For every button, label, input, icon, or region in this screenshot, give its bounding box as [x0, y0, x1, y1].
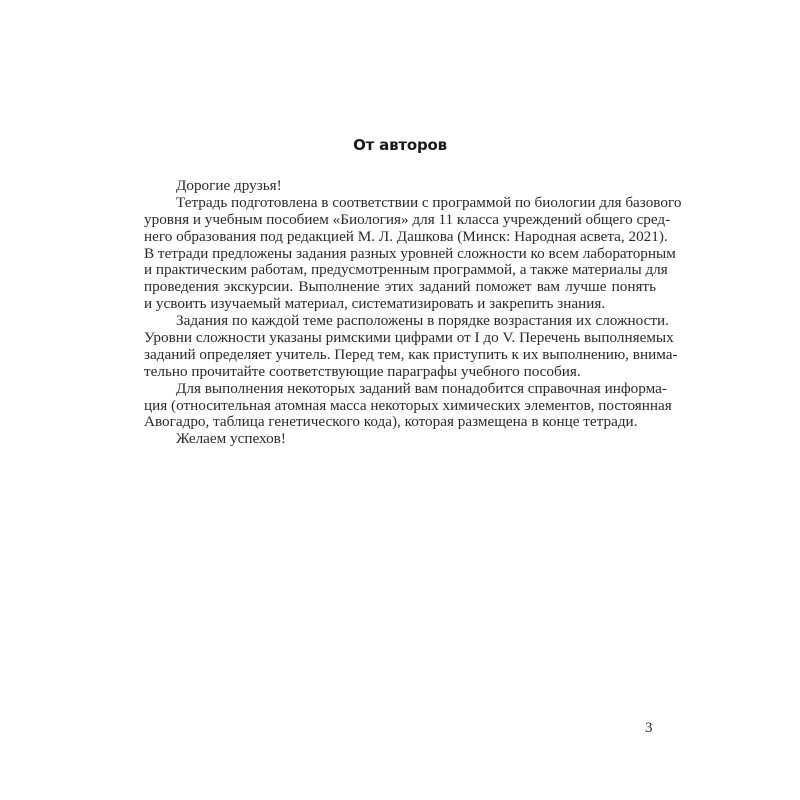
- text-line: В тетради предложены задания разных уровней сложности ко всем лабораторным: [144, 244, 676, 262]
- text-line: Дорогие друзья!: [176, 177, 282, 194]
- text-line: уровня и учебным пособием «Биология» для 11 класса учреждений общего сред-: [144, 210, 671, 228]
- text-line: Уровни сложности указаны римскими цифрами от I до V. Перечень выполняемых: [144, 329, 674, 347]
- text-line: Желаем успехов!: [176, 430, 286, 448]
- text-line: проведения экскурсии. Выполнение этих заданий поможет вам лучше понять: [144, 278, 656, 296]
- text-line: ция (относительная атомная масса некоторых химических элементов, постоянная: [144, 396, 672, 414]
- text-line: и усвоить изучаемый материал, систематизировать и закрепить знания.: [144, 295, 606, 313]
- text-line: Тетрадь подготовлена в соответствии с программой по биологии для базового: [176, 193, 682, 211]
- page-title: От авторов: [353, 136, 447, 154]
- text-line: тельно прочитайте соответствующие параграфы учебного пособия.: [144, 362, 581, 380]
- text-line: заданий определяет учитель. Перед тем, как приступить к их выполнению, внима-: [144, 345, 678, 363]
- body-text: [144, 177, 682, 448]
- text-line: и практическим работам, предусмотренным программой, а также материалы для: [144, 261, 668, 279]
- text-line: Задания по каждой теме расположены в порядке возрастания их сложности.: [176, 312, 669, 330]
- text-line: Для выполнения некоторых заданий вам понадобится справочная информа-: [176, 379, 667, 397]
- text-line: Авогадро, таблица генетического кода), которая размещена в конце тетради.: [144, 413, 638, 431]
- page-number: 3: [645, 720, 653, 736]
- text-line: него образования под редакцией М. Л. Дашкова (Минск: Народная асвета, 2021).: [144, 227, 668, 245]
